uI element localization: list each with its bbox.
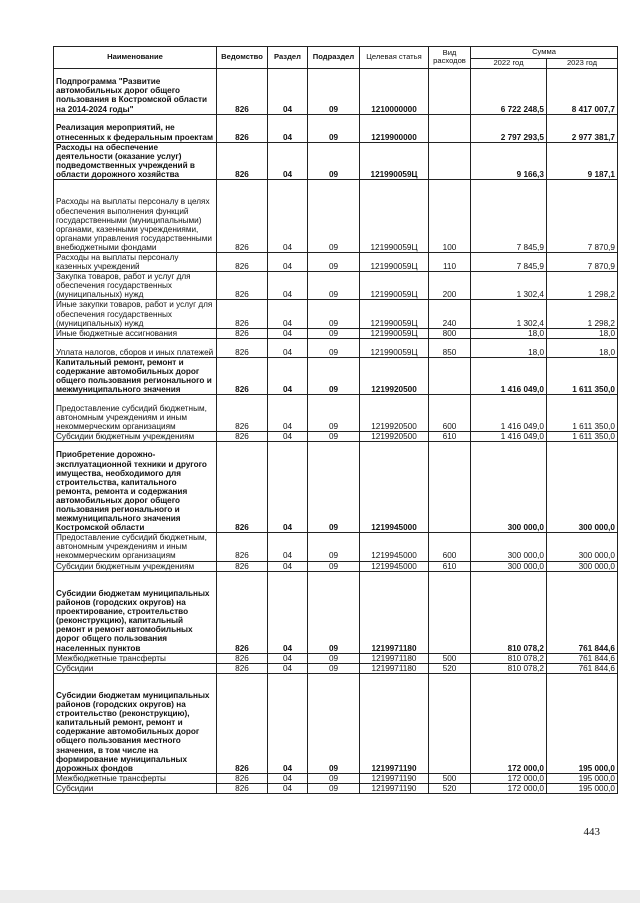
cell-ved: 826 [217,357,268,394]
cell-vr: 600 [429,395,471,432]
cell-vr: 610 [429,561,471,571]
cell-podrazdel: 09 [308,68,360,114]
cell-ved: 826 [217,571,268,653]
table-row [54,142,618,179]
cell-csr: 1219900000 [360,114,429,142]
cell-name: Межбюджетные трансферты [54,773,217,783]
table-row [54,663,618,673]
cell-podrazdel: 09 [308,533,360,561]
cell-csr: 1210000000 [360,68,429,114]
cell-ved: 826 [217,442,268,533]
cell-s2023: 300 000,0 [547,442,618,533]
cell-csr: 1219945000 [360,442,429,533]
cell-name: Закупка товаров, работ и услуг для обеспечения государственных (муниципальных) нужд [54,272,217,300]
cell-razdel: 04 [268,142,308,179]
cell-name: Субсидии бюджетным учреждениям [54,561,217,571]
table-row [54,68,618,114]
cell-s2022: 1 416 049,0 [471,432,547,442]
table-row [54,338,618,357]
cell-name: Субсидии [54,663,217,673]
header-vr: Вид расходов [429,47,471,69]
cell-ved: 826 [217,773,268,783]
header-year-2023: 2023 год [547,59,618,69]
cell-razdel: 04 [268,561,308,571]
cell-name: Межбюджетные трансферты [54,653,217,663]
cell-razdel: 04 [268,432,308,442]
cell-podrazdel: 09 [308,663,360,673]
cell-podrazdel: 09 [308,252,360,271]
cell-csr: 121990059Ц [360,252,429,271]
table-row [54,357,618,394]
cell-name: Субсидии бюджетам муниципальных районов (городских округов) на проектирование, строительство (реконструкцию), капитальный ремонт и ремонт автомобильных дорог общего пользования населенных пунктов [54,571,217,653]
table-row [54,653,618,663]
cell-csr: 1219945000 [360,561,429,571]
cell-csr: 1219971180 [360,663,429,673]
header-podrazdel: Подраздел [308,47,360,69]
table-row [54,432,618,442]
cell-vr: 600 [429,533,471,561]
cell-ved: 826 [217,432,268,442]
cell-s2022: 810 078,2 [471,653,547,663]
cell-csr: 121990059Ц [360,179,429,252]
budget-table [53,46,618,794]
cell-s2023: 195 000,0 [547,673,618,773]
cell-podrazdel: 09 [308,272,360,300]
table-row [54,252,618,271]
cell-vr [429,442,471,533]
cell-vr: 240 [429,300,471,328]
cell-podrazdel: 09 [308,561,360,571]
table-row [54,783,618,793]
cell-s2023: 8 417 007,7 [547,68,618,114]
table-header [54,47,618,69]
cell-name: Иные бюджетные ассигнования [54,328,217,338]
cell-csr: 121990059Ц [360,272,429,300]
table-body [54,68,618,793]
cell-name: Расходы на обеспечение деятельности (оказание услуг) подведомственных учреждений в области дорожного хозяйства [54,142,217,179]
cell-s2022: 810 078,2 [471,571,547,653]
cell-name: Реализация мероприятий, не отнесенных к федеральным проектам [54,114,217,142]
cell-ved: 826 [217,142,268,179]
cell-ved: 826 [217,328,268,338]
table-row [54,571,618,653]
cell-s2023: 1 611 350,0 [547,357,618,394]
cell-name: Подпрограмма "Развитие автомобильных дорог общего пользования в Костромской области на 2014-2024 годы" [54,68,217,114]
cell-s2023: 18,0 [547,328,618,338]
cell-podrazdel: 09 [308,442,360,533]
cell-csr: 121990059Ц [360,142,429,179]
scan-bottom-edge [0,890,640,903]
cell-s2023: 761 844,6 [547,653,618,663]
table-row [54,533,618,561]
cell-razdel: 04 [268,300,308,328]
cell-ved: 826 [217,300,268,328]
cell-razdel: 04 [268,653,308,663]
cell-s2023: 7 870,9 [547,252,618,271]
cell-razdel: 04 [268,114,308,142]
cell-razdel: 04 [268,773,308,783]
cell-ved: 826 [217,395,268,432]
table-row [54,114,618,142]
cell-ved: 826 [217,653,268,663]
cell-podrazdel: 09 [308,653,360,663]
header-ved: Ведомство [217,47,268,69]
cell-vr [429,673,471,773]
table-row [54,442,618,533]
cell-s2022: 2 797 293,5 [471,114,547,142]
cell-vr: 110 [429,252,471,271]
cell-s2023: 761 844,6 [547,663,618,673]
header-csr: Целевая статья [360,47,429,69]
cell-s2023: 761 844,6 [547,571,618,653]
cell-s2023: 300 000,0 [547,533,618,561]
cell-razdel: 04 [268,783,308,793]
cell-name: Предоставление субсидий бюджетным, автономным учреждениям и иным некоммерческим организациям [54,533,217,561]
cell-podrazdel: 09 [308,179,360,252]
cell-razdel: 04 [268,68,308,114]
cell-name: Субсидии [54,783,217,793]
cell-name: Предоставление субсидий бюджетным, автономным учреждениям и иным некоммерческим организациям [54,395,217,432]
cell-name: Расходы на выплаты персоналу казенных учреждений [54,252,217,271]
cell-s2022: 1 302,4 [471,300,547,328]
cell-s2022: 172 000,0 [471,773,547,783]
cell-s2022: 300 000,0 [471,442,547,533]
cell-s2022: 300 000,0 [471,561,547,571]
cell-csr: 1219971190 [360,673,429,773]
header-year-2022: 2022 год [471,59,547,69]
header-sum: Сумма [471,47,618,59]
cell-s2022: 18,0 [471,328,547,338]
cell-ved: 826 [217,252,268,271]
cell-s2023: 1 298,2 [547,272,618,300]
cell-vr: 800 [429,328,471,338]
cell-razdel: 04 [268,673,308,773]
cell-razdel: 04 [268,328,308,338]
cell-razdel: 04 [268,663,308,673]
cell-podrazdel: 09 [308,673,360,773]
cell-vr: 610 [429,432,471,442]
cell-razdel: 04 [268,442,308,533]
cell-csr: 1219971180 [360,653,429,663]
cell-s2022: 1 416 049,0 [471,357,547,394]
cell-csr: 121990059Ц [360,300,429,328]
cell-vr: 850 [429,338,471,357]
cell-vr [429,142,471,179]
cell-vr [429,357,471,394]
cell-s2023: 7 870,9 [547,179,618,252]
cell-s2023: 195 000,0 [547,773,618,783]
cell-s2023: 195 000,0 [547,783,618,793]
table-row [54,673,618,773]
header-razdel: Раздел [268,47,308,69]
cell-csr: 1219971180 [360,571,429,653]
cell-podrazdel: 09 [308,432,360,442]
cell-csr: 1219920500 [360,395,429,432]
cell-ved: 826 [217,533,268,561]
cell-vr: 100 [429,179,471,252]
cell-vr: 500 [429,653,471,663]
table-row [54,561,618,571]
cell-s2023: 1 611 350,0 [547,432,618,442]
cell-vr: 500 [429,773,471,783]
cell-razdel: 04 [268,252,308,271]
cell-razdel: 04 [268,179,308,252]
cell-s2022: 300 000,0 [471,533,547,561]
table-row [54,395,618,432]
cell-razdel: 04 [268,338,308,357]
cell-s2023: 9 187,1 [547,142,618,179]
cell-name: Субсидии бюджетным учреждениям [54,432,217,442]
cell-ved: 826 [217,68,268,114]
cell-razdel: 04 [268,395,308,432]
cell-ved: 826 [217,272,268,300]
cell-razdel: 04 [268,533,308,561]
cell-name: Капитальный ремонт, ремонт и содержание автомобильных дорог общего пользования регионального и межмуниципального значения [54,357,217,394]
cell-name: Уплата налогов, сборов и иных платежей [54,338,217,357]
cell-csr: 1219945000 [360,533,429,561]
cell-name: Иные закупки товаров, работ и услуг для обеспечения государственных (муниципальных) нужд [54,300,217,328]
cell-s2022: 9 166,3 [471,142,547,179]
cell-s2023: 1 298,2 [547,300,618,328]
cell-ved: 826 [217,663,268,673]
cell-s2022: 6 722 248,5 [471,68,547,114]
cell-s2023: 2 977 381,7 [547,114,618,142]
cell-name: Субсидии бюджетам муниципальных районов (городских округов) на строительство (реконструкцию), капитальный ремонт, ремонт и содержание автомобильных дорог общего пользования местного значения, в том числе на формирование муниципальных дорожных фондов [54,673,217,773]
cell-s2022: 7 845,9 [471,252,547,271]
cell-s2022: 172 000,0 [471,673,547,773]
cell-ved: 826 [217,673,268,773]
cell-vr: 520 [429,663,471,673]
cell-vr [429,571,471,653]
cell-s2022: 18,0 [471,338,547,357]
table-row [54,179,618,252]
cell-ved: 826 [217,338,268,357]
cell-s2023: 300 000,0 [547,561,618,571]
cell-s2022: 810 078,2 [471,663,547,673]
cell-vr [429,68,471,114]
cell-podrazdel: 09 [308,571,360,653]
cell-vr: 200 [429,272,471,300]
header-name: Наименование [54,47,217,69]
cell-podrazdel: 09 [308,395,360,432]
cell-razdel: 04 [268,571,308,653]
cell-s2023: 18,0 [547,338,618,357]
table-row [54,328,618,338]
table-row [54,773,618,783]
cell-podrazdel: 09 [308,328,360,338]
cell-csr: 121990059Ц [360,328,429,338]
table-row [54,272,618,300]
table-row [54,300,618,328]
cell-s2022: 1 416 049,0 [471,395,547,432]
cell-name: Расходы на выплаты персоналу в целях обеспечения выполнения функций государственными (муниципальными) органами, казенными учреждениями, органами управления государственными внебюджетными фондами [54,179,217,252]
cell-podrazdel: 09 [308,357,360,394]
cell-podrazdel: 09 [308,783,360,793]
cell-podrazdel: 09 [308,773,360,783]
cell-s2022: 7 845,9 [471,179,547,252]
cell-s2022: 1 302,4 [471,272,547,300]
cell-s2022: 172 000,0 [471,783,547,793]
cell-razdel: 04 [268,357,308,394]
cell-csr: 1219971190 [360,783,429,793]
cell-ved: 826 [217,114,268,142]
cell-s2023: 1 611 350,0 [547,395,618,432]
cell-razdel: 04 [268,272,308,300]
cell-podrazdel: 09 [308,300,360,328]
cell-csr: 1219920500 [360,432,429,442]
cell-csr: 1219971190 [360,773,429,783]
cell-podrazdel: 09 [308,338,360,357]
cell-ved: 826 [217,179,268,252]
cell-podrazdel: 09 [308,114,360,142]
cell-vr [429,114,471,142]
cell-name: Приобретение дорожно-эксплуатационной техники и другого имущества, необходимого для строительства, капитального ремонта, ремонта и содержания автомобильных дорог общего пользования регионального и межмуниципального значения Костромской области [54,442,217,533]
cell-podrazdel: 09 [308,142,360,179]
cell-ved: 826 [217,561,268,571]
page-number: 443 [583,826,600,838]
cell-vr: 520 [429,783,471,793]
cell-csr: 1219920500 [360,357,429,394]
cell-ved: 826 [217,783,268,793]
cell-csr: 121990059Ц [360,338,429,357]
